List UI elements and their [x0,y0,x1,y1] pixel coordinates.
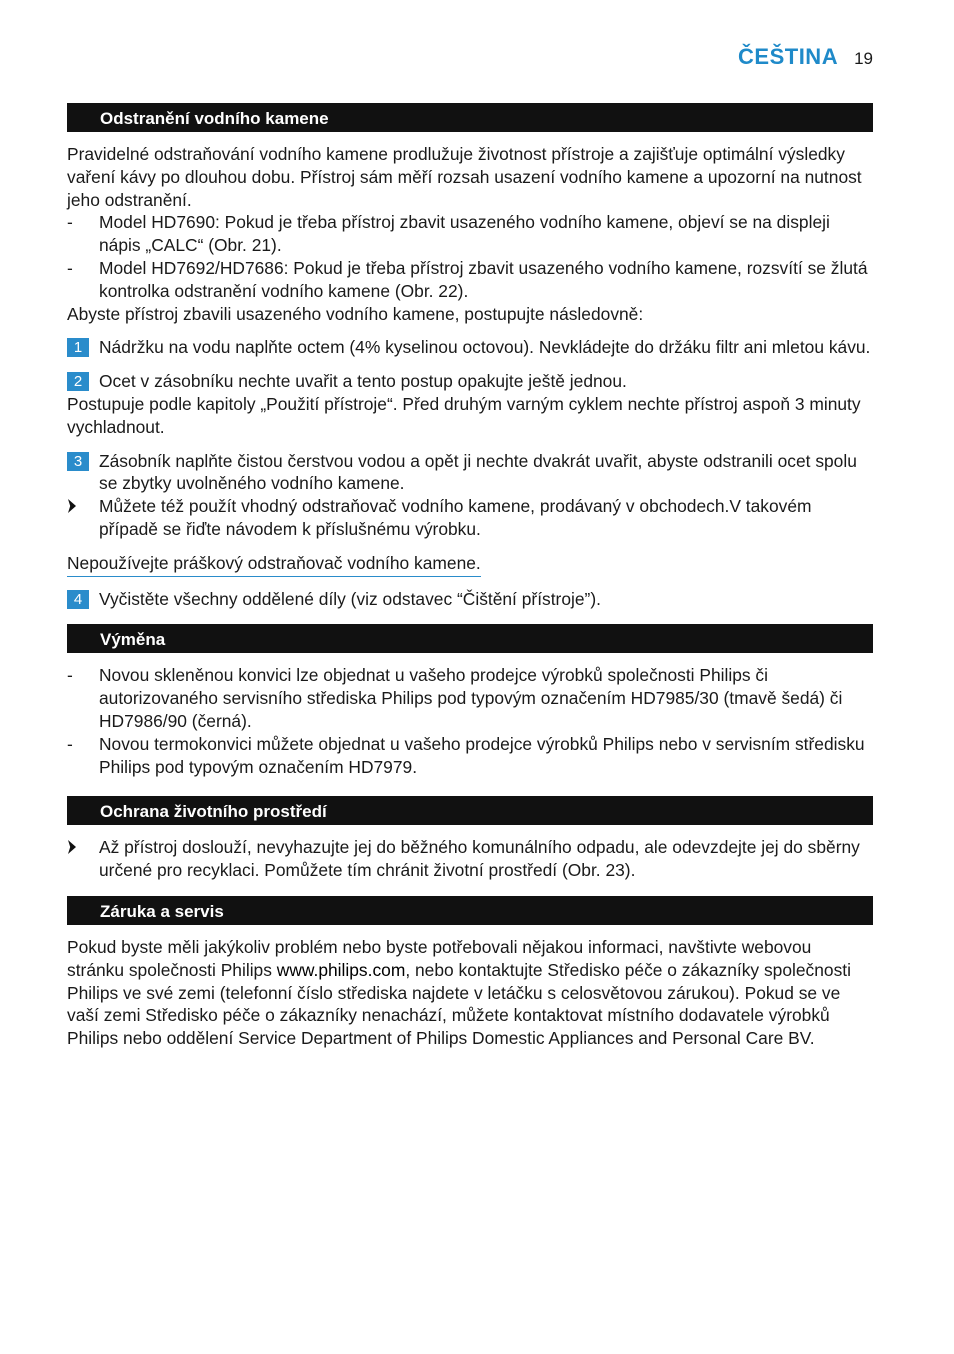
warning-note [67,552,873,577]
dash-bullet: - [67,212,73,233]
section-heading-guarantee: Záruka a servis [67,896,873,925]
guarantee-text-end: , nebo kontaktujte Středisko péče o zákazníky společnosti Philips ve své zemi (telefonní číslo střediska najdete v letáčku s celosvětovou zárukou). Pokud se ve vaší zemi Středisko péče o zákazníky nenachází, můžete kontaktovat místního dodavatele výrobků Philips nebo oddělení Service Department of Philips Domestic Appliances and Personal Care BV. [67,959,851,1049]
model-note-hd7690: Model HD7690: Pokud je třeba přístroj zbavit usazeného vodního kamene, objeví se na displeji nápis „CALC“ (Obr. 21). [99,212,830,256]
step-number-badge: 2 [67,372,89,391]
arrow-bullet-icon [67,839,77,855]
dash-bullet: - [67,665,73,686]
list-item [67,257,873,303]
descaling-intro: Pravidelné odstraňování vodního kamene prodlužuje životnost přístroje a zajišťuje optimální výsledky vaření kávy po dlouhou dobu. Přístroj sám měří rozsah usazení vodního kamene a upozorní na nutnost jeho odstranění. [67,144,862,210]
tip-item [67,836,873,882]
step-number-badge: 3 [67,452,89,471]
section-heading-replacement: Výměna [67,624,873,653]
list-item [67,664,873,732]
list-item [67,733,873,779]
section-heading-environment: Ochrana životního prostředí [67,796,873,825]
dash-bullet: - [67,733,73,754]
step-number-badge: 4 [67,590,89,609]
page-header [738,44,873,70]
warning-text: Nepoužívejte práškový odstraňovač vodního kamene. [67,552,481,577]
step-3-text: Zásobník naplňte čistou čerstvou vodou a opět ji nechte dvakrát uvařit, abyste odstranili ocet spolu se zbytky uvolněného vodního kamene. [99,450,857,494]
page-number: 19 [854,49,873,68]
glass-jug-text: Novou skleněnou konvici lze objednat u vašeho prodejce výrobků společnosti Philips či autorizovaného servisního střediska Philips pod typovým označením HD7985/30 (tmavě šedá) či HD7986/90 (černá). [99,665,843,731]
dash-bullet: - [67,257,73,278]
philips-website-link[interactable]: www.philips.com [276,959,406,980]
arrow-bullet-icon [67,498,77,514]
step-number-badge: 1 [67,338,89,357]
thermo-jug-text: Novou termokonvici můžete objednat u vašeho prodejce výrobků Philips nebo v servisním středisku Philips pod typovým označením HD7979. [99,733,865,777]
descaler-tip-text: Můžete též použít vhodný odstraňovač vodního kamene, prodávaný v obchodech.V takovém případě se řiďte návodem k příslušnému výrobku. [99,496,812,539]
section-heading-descaling: Odstranění vodního kamene [67,103,873,132]
step-1-text: Nádržku na vodu naplňte octem (4% kyselinou octovou). Nevkládejte do držáku filtr ani mletou kávu. [99,337,871,358]
step-4 [67,588,873,611]
language-label: ČEŠTINA [738,44,839,69]
model-note-hd7692: Model HD7692/HD7686: Pokud je třeba přístroj zbavit usazeného vodního kamene, rozsvítí se žlutá kontrolka odstranění vodního kamene (Obr. 22). [99,257,868,301]
environment-text: Až přístroj doslouží, nevyhazujte jej do běžného komunálního odpadu, ale odevzdejte jej do sběrny určené pro recyklaci. Pomůžete tím chránit životní prostředí (Obr. 23). [99,837,860,881]
page-content [67,103,873,1050]
step-4-text: Vyčistěte všechny oddělené díly (viz odstavec “Čištění přístroje”). [99,588,601,609]
step-2-note: Postupuje podle kapitoly „Použití přístroje“. Před druhým varným cyklem nechte přístroj aspoň 3 minuty vychladnout. [67,393,861,437]
guarantee-text-start: Pokud byste měli jakýkoliv problém nebo byste potřebovali nějakou informaci, navštivte webovou stránku společnosti Philips [67,936,812,980]
guarantee-text [67,936,873,1050]
step-2-text: Ocet v zásobníku nechte uvařit a tento postup opakujte ještě jednou. [99,371,627,392]
step-3 [67,450,873,496]
procedure-intro: Abyste přístroj zbavili usazeného vodního kamene, postupujte následovně: [67,303,644,324]
list-item [67,211,873,257]
step-1 [67,336,873,359]
step-2 [67,370,873,393]
tip-item [67,495,873,541]
